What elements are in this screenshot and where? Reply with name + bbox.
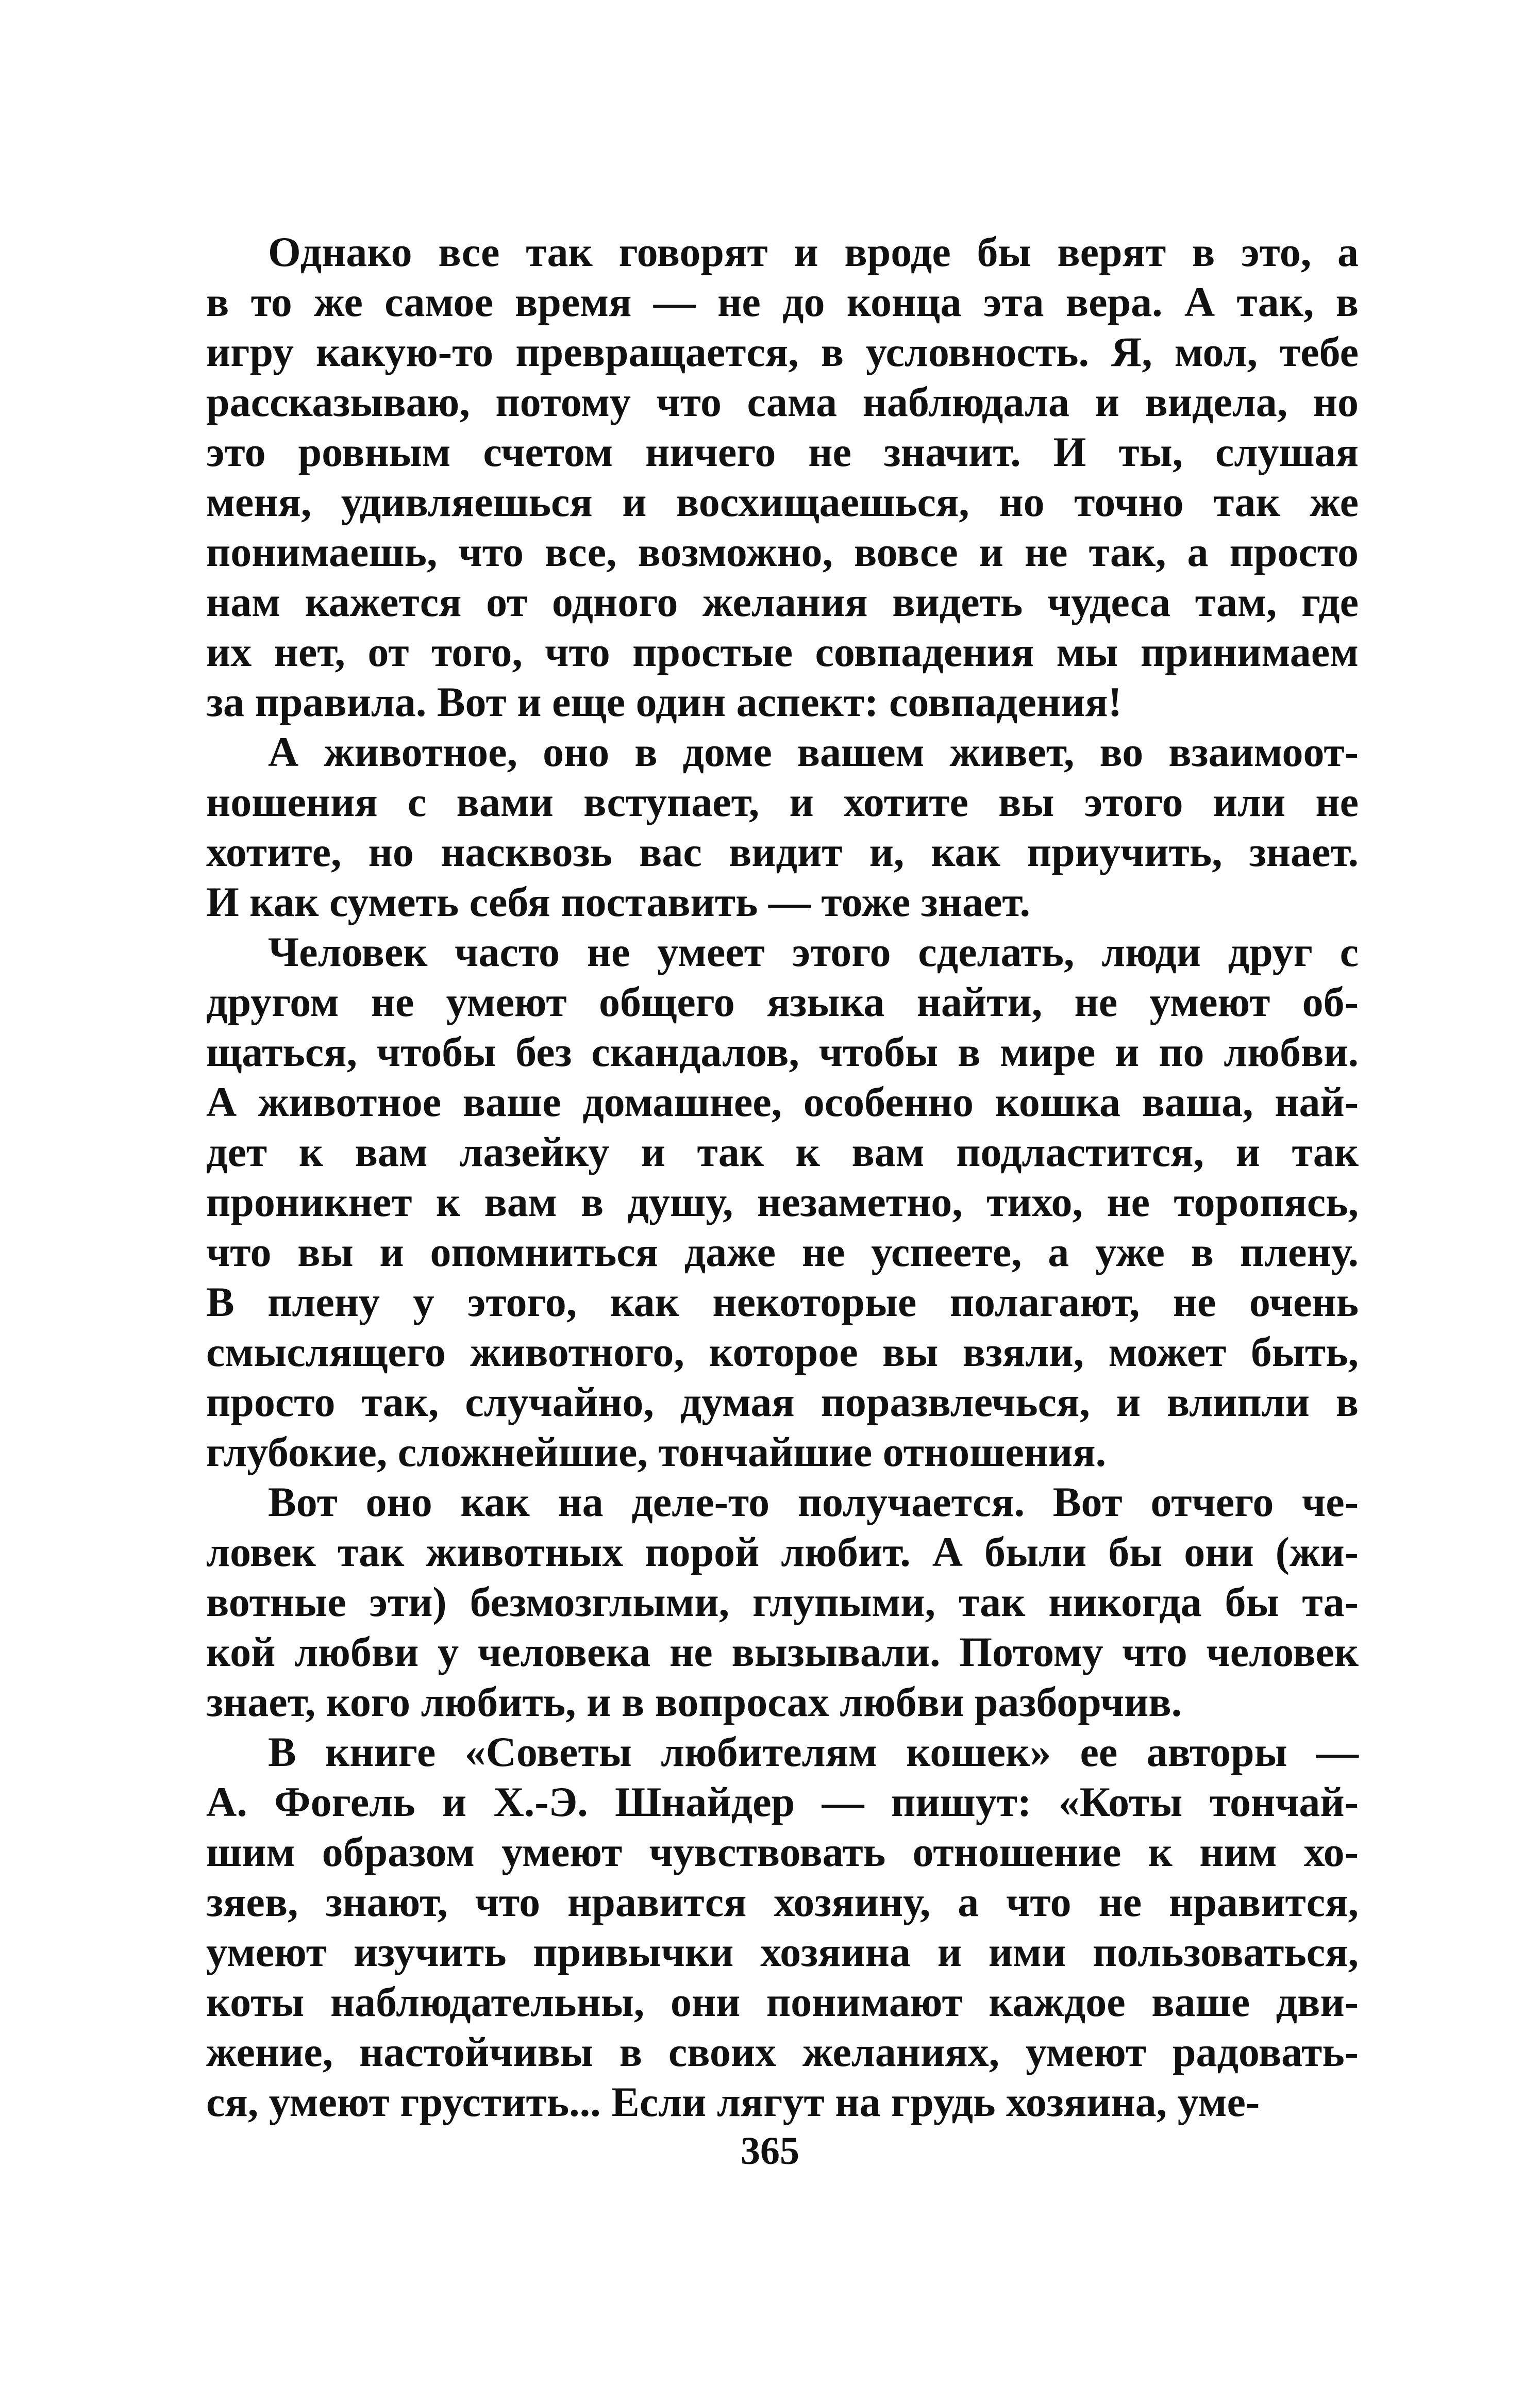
text-line: игру какую-то превращается, в условность. Я, мол, тебе	[206, 328, 1359, 375]
text-line: А. Фогель и Х.-Э. Шнайдер — пишут: «Коты тончай-	[206, 1778, 1359, 1825]
body-text	[206, 227, 1359, 2127]
text-line: Однако все так говорят и вроде бы верят в это, а	[268, 228, 1359, 275]
text-line: зяев, знают, что нравится хозяину, а что не нравится,	[206, 1878, 1359, 1925]
text-line: глубокие, сложнейшие, тончайшие отношения.	[206, 1428, 1107, 1475]
text-line: ся, умеют грустить... Если лягут на грудь хозяина, уме-	[206, 2078, 1260, 2125]
text-line: другом не умеют общего языка найти, не умеют об-	[206, 978, 1359, 1025]
paragraph	[206, 227, 1359, 727]
text-line: кой любви у человека не вызывали. Потому что человек	[206, 1628, 1359, 1675]
text-line: меня, удивляешься и восхищаешься, но точно так же	[206, 478, 1359, 525]
page-number: 365	[741, 2129, 799, 2173]
text-line: В плену у этого, как некоторые полагают, не очень	[206, 1278, 1359, 1325]
text-line: знает, кого любить, и в вопросах любви разборчив.	[206, 1678, 1182, 1725]
text-line: их нет, от того, что простые совпадения мы принимаем	[206, 628, 1359, 675]
text-line: щаться, чтобы без скандалов, чтобы в мире и по любви.	[206, 1028, 1359, 1075]
text-line: умеют изучить привычки хозяина и ими пользоваться,	[206, 1928, 1359, 1975]
text-line: это ровным счетом ничего не значит. И ты, слушая	[206, 428, 1359, 475]
text-line: в то же самое время — не до конца эта вера. А так, в	[206, 278, 1359, 325]
text-line: проникнет к вам в душу, незаметно, тихо, не торопясь,	[206, 1178, 1359, 1225]
text-line: И как суметь себя поставить — тоже знает.	[206, 878, 1030, 925]
paragraph	[206, 1477, 1359, 1727]
paragraph	[206, 927, 1359, 1477]
text-line: А животное ваше домашнее, особенно кошка ваша, най-	[206, 1078, 1359, 1125]
text-line: Человек часто не умеет этого сделать, люди друг с	[268, 928, 1359, 975]
text-line: за правила. Вот и еще один аспект: совпадения!	[206, 678, 1122, 725]
paragraph	[206, 1727, 1359, 2127]
text-line: шим образом умеют чувствовать отношение к ним хо-	[206, 1828, 1359, 1875]
text-line: вотные эти) безмозглыми, глупыми, так никогда бы та-	[206, 1578, 1359, 1625]
text-line: А животное, оно в доме вашем живет, во взаимоот-	[268, 728, 1359, 775]
text-line: жение, настойчивы в своих желаниях, умеют радовать-	[206, 2028, 1359, 2075]
text-line: ловек так животных порой любит. А были бы они (жи-	[206, 1528, 1359, 1575]
text-line: просто так, случайно, думая поразвлечься, и влипли в	[206, 1378, 1359, 1425]
text-line: Вот оно как на деле-то получается. Вот отчего че-	[268, 1478, 1359, 1525]
text-line: понимаешь, что все, возможно, вовсе и не так, а просто	[206, 528, 1359, 575]
text-line: коты наблюдательны, они понимают каждое ваше дви-	[206, 1978, 1359, 2025]
text-line: рассказываю, потому что сама наблюдала и видела, но	[206, 378, 1359, 425]
text-line: ношения с вами вступает, и хотите вы этого или не	[206, 778, 1359, 825]
paragraph	[206, 727, 1359, 927]
text-line: нам кажется от одного желания видеть чудеса там, где	[206, 578, 1359, 625]
text-line: В книге «Советы любителям кошек» ее авторы —	[268, 1728, 1359, 1775]
text-line: что вы и опомниться даже не успеете, а уже в плену.	[206, 1228, 1359, 1275]
text-line: дет к вам лазейку и так к вам подластится, и так	[206, 1128, 1359, 1175]
text-line: смыслящего животного, которое вы взяли, может быть,	[206, 1328, 1359, 1375]
text-line: хотите, но насквозь вас видит и, как приучить, знает.	[206, 828, 1359, 875]
